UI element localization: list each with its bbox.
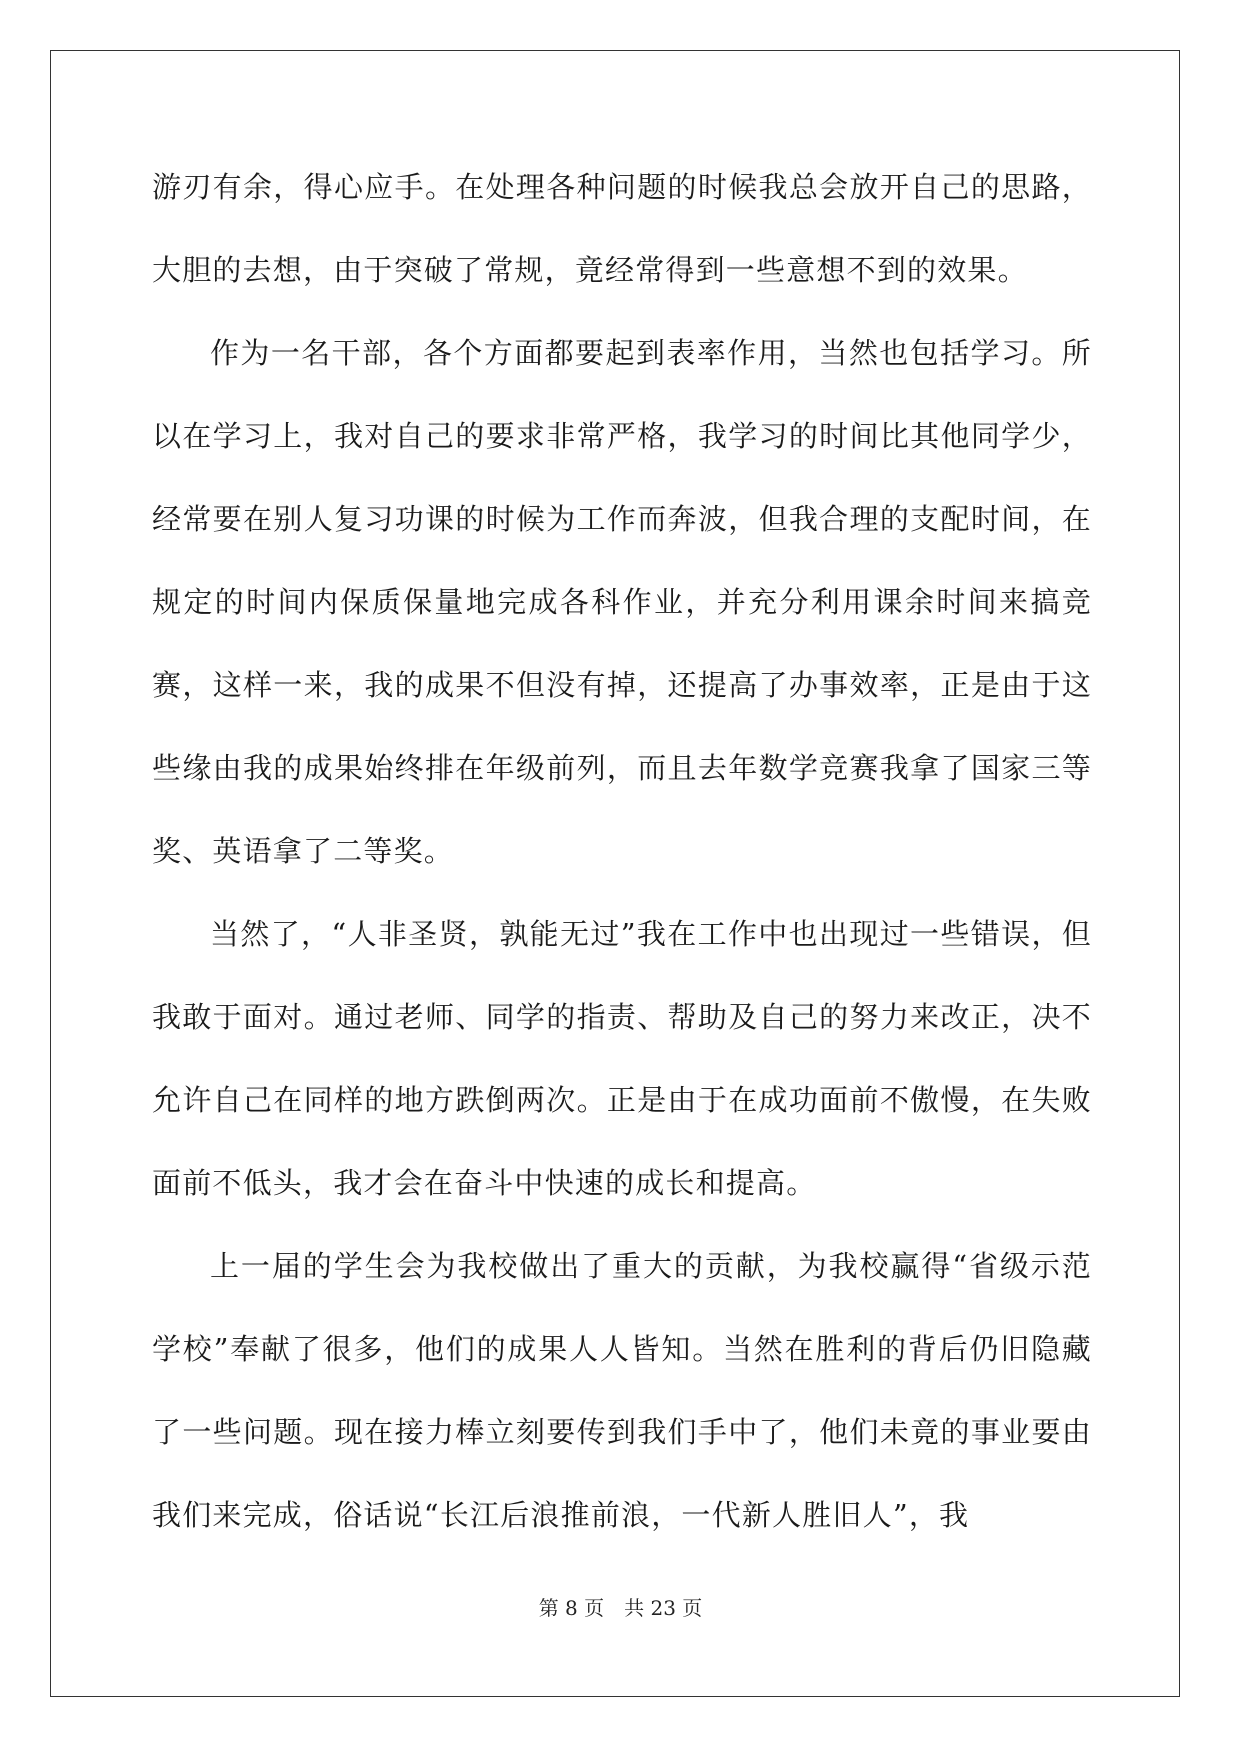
- paragraph-1: 游刃有余，得心应手。在处理各种问题的时候我总会放开自己的思路，大胆的去想，由于突破了常规，竟经常得到一些意想不到的效果。: [152, 170, 1092, 287]
- paragraph-4: 上一届的学生会为我校做出了重大的贡献，为我校赢得“省级示范学校”奉献了很多，他们的成果人人皆知。当然在胜利的背后仍旧隐藏了一些问题。现在接力棒立刻要传到我们手中了，他们未竟的事业要由我们来完成，俗话说“长江后浪推前浪，一代新人胜旧人”，我: [152, 1249, 1092, 1532]
- paragraph-3: 当然了，“人非圣贤，孰能无过”我在工作中也出现过一些错误，但我敢于面对。通过老师、同学的指责、帮助及自己的努力来改正，决不允许自己在同样的地方跌倒两次。正是由于在成功面前不傲慢，在失败面前不低头，我才会在奋斗中快速的成长和提高。: [152, 917, 1092, 1200]
- document-body: [152, 146, 1092, 1557]
- paragraph-2: 作为一名干部，各个方面都要起到表率作用，当然也包括学习。所以在学习上，我对自己的要求非常严格，我学习的时间比其他同学少，经常要在别人复习功课的时候为工作而奔波，但我合理的支配时间，在规定的时间内保质保量地完成各科作业，并充分利用课余时间来搞竞赛，这样一来，我的成果不但没有掉，还提高了办事效率，正是由于这些缘由我的成果始终排在年级前列，而且去年数学竞赛我拿了国家三等奖、英语拿了二等奖。: [152, 336, 1092, 868]
- page-number-footer: 第 8 页 共 23 页: [538, 1596, 703, 1620]
